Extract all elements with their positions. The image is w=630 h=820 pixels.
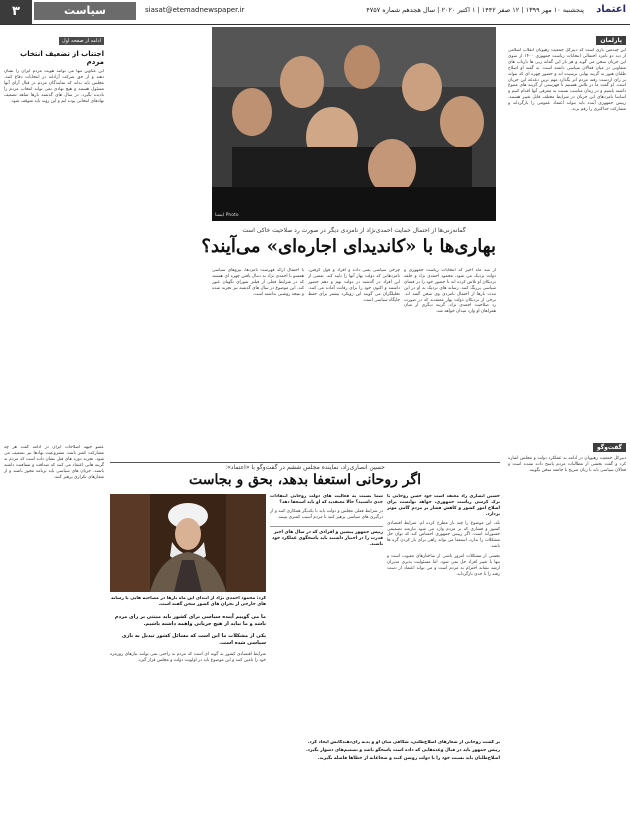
main-article-body [212, 268, 496, 456]
left-column-heading: اجتناب از تضعیف انتخاب مردم [20, 50, 104, 66]
photo-credit: ایسنا Photo [215, 213, 239, 218]
second-left-column [110, 596, 266, 812]
portrait-photo [110, 494, 266, 592]
right-column-text: این چندمین باری است که دبیرکل جمعیت رهپویان انقلاب اسلامی از دید دو نامزد احتمالی انتخابات ریاست جمهوری ۱۴۰۰ از سوی این جریان سخن می گوید و هر بار این گمانه زنی ها بازتاب های متفاوتی در میان فعالان سیاسی داشته است. به گفته او اصلاح طلبان هنوز به گزینه نهایی نرسیده اند و حضور چهره ای که بتواند بر رای ازدست رفته مردم اثر بگذارد مهم ترین دغدغه این جریان است. او گفت ما در تلاش هستیم تا فهرستی از گزینه های متنوع داشته باشیم و در زمان مناسب نسبت به معرفی آنها اقدام کنیم و اساسا نامزدهای این جریان در شرایط مختلف قابل تغییر هستند. رییس جمهوری آینده باید بتواند اعتماد عمومی را بازگرداند و مشارکت حداکثری را رقم بزند. [508, 48, 626, 113]
right-column-text-2: دبیرکل جمعیت رهپویان در ادامه به عملکرد دولت و مجلس اشاره کرد و گفت بخشی از مطالبات مردم پاسخ داده نشده است و فعالان سیاسی باید با زبان صریح با جامعه سخن بگویند. [508, 456, 626, 473]
bullets-box [270, 740, 500, 812]
bullet-item: رییس جمهور باید در قبال وعده‌هایی که داده است پاسخگو باشد و تصمیم‌های دشوار بگیرد. [305, 748, 500, 753]
bullet-item: اصلاح‌طلبان باید نسبت خود را با دولت روشن کنند و شجاعانه از خطاها فاصله بگیرند. [317, 756, 500, 761]
second-text-2: بخشی از مشکلات امروز ناشی از ساختارهای معیوب است و تنها با تغییر افراد حل نمی شود. اما مسئولیت پذیری مدیران ارشد نشانه احترام به مردم است و می تواند اعتماد از دست رفته را تا حدی بازگرداند. [387, 554, 500, 577]
bullets-list [270, 740, 500, 762]
tag-continued: ادامه از صفحه اول [59, 37, 104, 45]
cleric-portrait-icon [110, 494, 266, 592]
second-lead: حسین انصاری راد معتقد است خود حسن روحانی با ترک کرسی ریاست جمهوری، خواهد توانست برای اصلاح امور کشور و کاهش فشار بر مردم گامی موثر بردارد. [387, 494, 500, 517]
main-text-right: از سه ماه اخیر که انتخابات ریاست جمهوری و دولت نزدیک می شود، محمود احمدی نژاد و حلقه نزدیکان او تلاش کرده اند تا حضور خود را در فضای سیاسی پررنگ کنند. رسانه های نزدیک به او در این مدت بارها از احتمال نامزدی وی سخن گفته اند. برخی از نزدیکان دولت بهار معتقدند که در صورت رد صلاحیت احمدی نژاد، گزینه دیگری از میان همراهان او وارد میدان خواهد شد. [404, 268, 496, 315]
question-1: شما نسبت به فعالیت های دولت روحانی انتقادات جدی داشتید؟ حالا معتقدید که او باید استعفا دهد؟ [270, 494, 383, 505]
issue-date: پنجشنبه ۱۰ مهر ۱۳۹۹ | ۱۲ صفر ۱۴۴۲ | ۱ اکتبر ۲۰۲۰ | سال هجدهم شماره ۴۷۵۷ [366, 6, 584, 14]
left-column [4, 27, 104, 817]
section-title: سیاست [34, 2, 136, 20]
quote-2: ما می گوییم آینده سیاسی برای کشور باید مبتنی بر رای مردم باشد و ما نباید از هیچ جریانی واهمه داشته باشیم. [114, 614, 266, 627]
main-kicker: گمانه‌زنی‌ها از احتمال حمایت احمدی‌نژاد از نامزدی دیگر در صورت رد صلاحیت خاکی است [242, 227, 466, 234]
left-column-text: این عناوین تنها می توانند هویت مردم ایران را نشان دهند و از حق شرکت آزادانه در انتخابات دفاع کنند. مجلس باید بداند که نمایندگان مردم در قبال آرای آنها مسئول هستند و هیچ نهادی نمی تواند انتخاب مردم را نادیده بگیرد. در سال های گذشته بارها شاهد تضعیف نهادهای انتخابی بوده ایم و این روند باید متوقف شود. [4, 69, 104, 104]
quote-1: رییس جمهور پیشین و افرادی که در سال های اخیر قدرت را در اختیار داشتند باید پاسخگوی عملکرد خود باشند. [270, 526, 383, 548]
left-column-text-2: عضو جبهه اصلاحات ایران در ادامه گفت هر چه مشارکت کمتر باشد، مشروعیت نهادها نیز تضعیف می شود. تجربه دوره های قبل نشان داده است که مردم به گزینه هایی اعتماد می کنند که صداقت و شفافیت داشته باشند. جریان های سیاسی باید برنامه محور باشند و از شعارهای تکراری پرهیز کنند. [4, 445, 104, 480]
divider [110, 462, 500, 463]
tag-parliament: پارلمان [596, 36, 626, 45]
second-headline: اگر روحانی استعفا بدهد، بحق و بجاست [188, 472, 422, 488]
second-text-1: بله، این موضوع را چند بار مطرح کرده ام. شرایط اقتصادی کشور و فشاری که بر مردم وارد می شود نیازمند تصمیمی جسورانه است. اگر رییس جمهوری احساس کند که توان حل مشکلات را ندارد، استعفا می تواند راهی برای باز کردن گره ها باشد. [387, 520, 500, 550]
main-photo [212, 27, 496, 221]
main-text-mid: چرخی سیاسی یعنی داده و افراد و قول گرفتن، نامزدهایی که دولت بهار آنها را تایید کند. بعضی از این افراد در گذشته در دولت نهم و دهم حضور داشتند و اکنون خود را برای رقابت آماده می کنند. تحلیلگران می گویند این رویکرد بیشتر برای حفظ جایگاه سیاسی است. [308, 268, 400, 303]
second-text-3: در شرایط فعلی مجلس و دولت باید با یکدیگر همکاری کنند و از درگیری های سیاسی پرهیز کنند تا مردم آسیب کمتری ببینند. [270, 508, 383, 520]
email-address[interactable]: siasat@etemadnewspaper.ir [145, 6, 245, 14]
newspaper-logo: اعتماد [596, 4, 626, 15]
bullet-item: بر گشت روحانی از شعارهای اصلاح‌طلبی، شکافی میان او و بدنه رای‌دهندگانش ایجاد کرد. [307, 740, 500, 745]
tag-interview: گفت‌وگو [593, 443, 626, 452]
quote-3: یکی از مشکلات ما این است که مسائل کشور تبدیل به بازی سیاسی شده است. [121, 633, 266, 646]
right-column [508, 27, 626, 817]
main-headline: بهاری‌ها با «کاندیدای اجاره‌ای» می‌آیند؟ [201, 236, 496, 257]
main-text-left: با احتمال ارائه فهرست نامزدها، نیروهای سیاسی همسو با احمدی نژاد به دنبال یافتن چهره ای هستند که در شرایط فعلی از فیلتر شورای نگهبان عبور کند. این موضوع در سال های گذشته نیز تجربه شده و نتیجه روشنی نداشته است. [212, 268, 304, 297]
page-number: ۳ [0, 0, 32, 24]
photo-caption: کرد: محمود احمدی نژاد از ابتدای این ماه بارها در مصاحبه هایی با رسانه های خارجی از بحران های کشور سخن گفته است. [111, 596, 266, 607]
second-kicker: حسین انصاری‌راد، نماینده مجلس ششم در گفت‌وگو با «اعتماد»: [225, 464, 385, 471]
bottom-left-text: شرایط اقتصادی کشور به گونه ای است که مردم به راحتی نمی توانند نیازهای روزمره خود را تامین کنند و این موضوع باید در اولویت دولت و مجلس قرار گیرد. [110, 652, 266, 663]
crowd-photo-icon [212, 27, 496, 221]
page-header [0, 0, 630, 25]
